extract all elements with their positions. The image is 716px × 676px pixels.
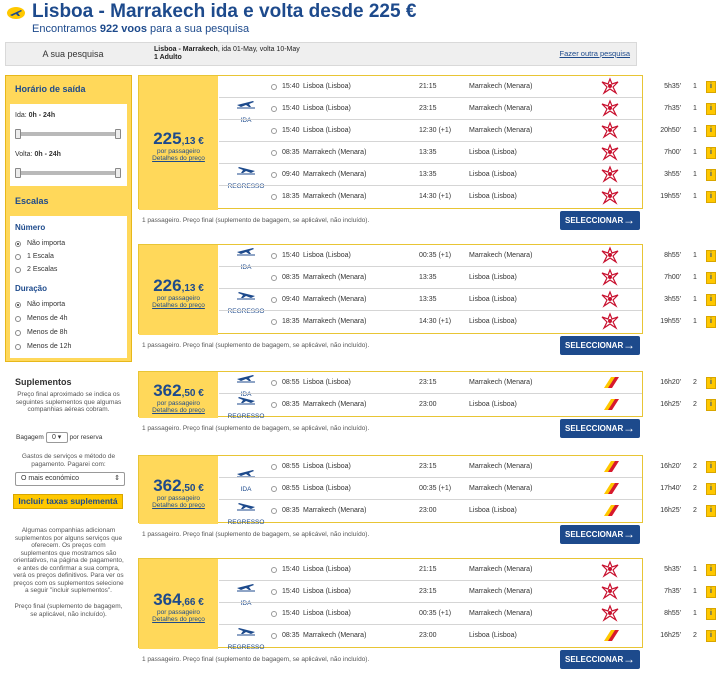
flight-duration: 7h00' [664,274,681,281]
departure-time: 08:35 [282,274,300,281]
stops-title: Escalas [15,196,49,206]
flight-select-radio[interactable] [271,106,277,112]
flight-duration: 16h25' [660,401,681,408]
card-footer [138,650,643,670]
stops-box [10,216,127,358]
arrival-time: 23:15 [419,588,437,595]
destination-airport: Marrakech (Menara) [469,463,533,470]
stops-count: 2 [693,401,697,408]
departure-time: 15:40 [282,105,300,112]
flight-select-radio[interactable] [271,402,277,408]
stops-count: 1 [693,318,697,325]
price-panel [139,245,218,335]
destination-airport: Lisboa (Lisboa) [469,274,517,281]
select-button[interactable]: SELECCIONAR → [560,419,640,438]
stops-count: 1 [693,252,697,259]
flight-duration: 8h55' [664,610,681,617]
flight-duration: 5h35' [664,566,681,573]
per-passenger-label: por passageiro [157,495,200,502]
royal-air-maroc-logo [599,144,621,161]
info-icon[interactable]: i [706,191,716,203]
flight-option-card [138,558,712,651]
filter-panel [5,75,132,362]
return-direction: REGRESSO [218,290,274,318]
destination-airport: Lisboa (Lisboa) [469,632,517,639]
select-button[interactable]: SELECCIONAR → [560,336,640,355]
info-icon[interactable]: i [706,316,716,328]
royal-air-maroc-logo [599,583,621,600]
price-panel [139,76,218,210]
destination-airport: Marrakech (Menara) [469,588,533,595]
flight-row[interactable] [219,289,712,311]
price-panel [139,372,218,418]
arrow-right-icon: → [623,527,635,541]
flight-row[interactable] [219,456,712,478]
info-icon[interactable]: i [706,169,716,181]
flight-select-radio[interactable] [271,253,277,259]
royal-air-maroc-logo [599,269,621,286]
outbound-direction: IDA [218,468,274,496]
departure-time: 15:40 [282,588,300,595]
select-button[interactable]: SELECCIONAR → [560,211,640,230]
royal-air-maroc-logo [599,247,621,264]
baggage-row: Bagagem 0 ▾ por reserva [16,434,103,442]
stops-count: 1 [693,171,697,178]
arrival-time: 00:35 (+1) [419,252,452,259]
origin-airport: Marrakech (Menara) [303,507,367,514]
flight-select-radio[interactable] [271,172,277,178]
destination-airport: Marrakech (Menara) [469,485,533,492]
royal-air-maroc-logo [599,188,621,205]
payment-method-select[interactable]: O mais económico ⇕ [15,472,125,486]
card-footer [138,525,643,545]
iberia-logo [599,480,621,497]
origin-airport: Marrakech (Menara) [303,171,367,178]
flight-select-radio[interactable] [271,464,277,470]
destination-airport: Marrakech (Menara) [469,610,533,617]
origin-airport: Marrakech (Menara) [303,632,367,639]
arrival-time: 23:15 [419,379,437,386]
departure-time: 08:35 [282,507,300,514]
stops-count: 1 [693,566,697,573]
destination-airport: Lisboa (Lisboa) [469,149,517,156]
select-button[interactable]: SELECCIONAR → [560,525,640,544]
stops-count: 2 [693,379,697,386]
departure-time-title: Horário de saída [15,84,86,94]
arrival-time: 23:15 [419,105,437,112]
ida-slider-max-handle[interactable] [115,129,121,139]
info-icon[interactable]: i [706,81,716,93]
flight-select-radio[interactable] [271,486,277,492]
arrival-time: 21:15 [419,566,437,573]
flight-select-radio[interactable] [271,589,277,595]
flight-duration: 5h35' [664,83,681,90]
arrival-time: 23:15 [419,463,437,470]
stops-any-label: Não importa [27,240,66,247]
footnote: 1 passageiro. Preço final (suplemento de bagagem, se aplicável, não incluído). [142,531,370,538]
supplements-disclaimer: Algumas companhias adicionam suplementos por alguns serviços que oferecem. Os preços com suplementos que mostramos são orientativos, na página de pagamento, e antes de confirmar a sua compra, verá os preços definitivos. Para ver os preços com os suplementos selecione a seguir "incluir suplementos". [13,527,124,594]
plane-icon [6,6,26,20]
flight-row[interactable] [219,603,712,625]
stops-count: 1 [693,588,697,595]
stops-one-radio[interactable] [15,254,21,260]
price-amount: 225,13 € [153,129,204,148]
volta-time-slider[interactable] [15,168,121,178]
departure-time: 18:35 [282,193,300,200]
iberia-logo [599,627,621,644]
payment-text: Gastos de serviços e método de pagamento. Pagarei com: [21,453,116,468]
flight-duration: 16h20' [660,379,681,386]
flight-duration: 17h40' [660,485,681,492]
card-footer [138,336,643,356]
duration-8h-label: Menos de 8h [27,329,68,336]
origin-airport: Marrakech (Menara) [303,193,367,200]
info-icon[interactable]: i [706,399,716,411]
origin-airport: Lisboa (Lisboa) [303,566,351,573]
iberia-logo [599,502,621,519]
price-amount: 364,66 € [153,590,204,609]
flight-row[interactable] [219,559,712,581]
flight-duration: 7h35' [664,588,681,595]
flight-duration: 19h55' [660,193,681,200]
page-header [0,0,655,40]
info-icon[interactable]: i [706,630,716,642]
origin-airport: Marrakech (Menara) [303,274,367,281]
origin-airport: Lisboa (Lisboa) [303,83,351,90]
departure-time: 08:55 [282,463,300,470]
volta-slider-max-handle[interactable] [115,168,121,178]
flight-row[interactable] [219,186,712,208]
stops-count: 1 [693,83,697,90]
info-icon[interactable]: i [706,608,716,620]
stops-count: 1 [693,296,697,303]
origin-airport: Lisboa (Lisboa) [303,252,351,259]
outbound-direction: IDA [218,373,274,401]
flight-row[interactable] [219,164,712,186]
info-icon[interactable]: i [706,586,716,598]
ida-time-slider[interactable] [15,129,121,139]
duration-4h-radio[interactable] [15,316,21,322]
destination-airport: Lisboa (Lisboa) [469,507,517,514]
destination-airport: Lisboa (Lisboa) [469,296,517,303]
departure-time: 15:40 [282,566,300,573]
arrival-time: 23:00 [419,401,437,408]
destination-airport: Marrakech (Menara) [469,83,533,90]
departure-time: 09:40 [282,296,300,303]
info-icon[interactable]: i [706,294,716,306]
duration-12h-label: Menos de 12h [27,343,72,350]
stops-two-radio[interactable] [15,267,21,273]
origin-airport: Lisboa (Lisboa) [303,610,351,617]
info-icon[interactable]: i [706,147,716,159]
destination-airport: Marrakech (Menara) [469,252,533,259]
origin-airport: Marrakech (Menara) [303,318,367,325]
departure-time: 08:35 [282,401,300,408]
departure-time: 18:35 [282,318,300,325]
destination-airport: Lisboa (Lisboa) [469,318,517,325]
duration-any-label: Não importa [27,301,66,308]
departure-time: 08:35 [282,632,300,639]
origin-airport: Lisboa (Lisboa) [303,379,351,386]
iberia-logo [599,458,621,475]
departure-time-box [10,104,127,186]
flight-select-radio[interactable] [271,611,277,617]
origin-airport: Lisboa (Lisboa) [303,463,351,470]
flight-select-radio[interactable] [271,150,277,156]
flight-duration: 7h00' [664,149,681,156]
arrival-time: 00:35 (+1) [419,485,452,492]
price-details-link[interactable]: Detalhes do preço [152,155,205,162]
card-footer [138,419,643,439]
stops-any-radio[interactable] [15,241,21,247]
stops-count: 2 [693,463,697,470]
volta-slider-min-handle[interactable] [15,168,21,178]
royal-air-maroc-logo [599,166,621,183]
flight-row[interactable] [219,76,712,98]
arrival-time: 23:00 [419,632,437,639]
flight-select-radio[interactable] [271,380,277,386]
destination-airport: Marrakech (Menara) [469,566,533,573]
return-direction: REGRESSO [218,165,274,193]
flight-row[interactable] [219,500,712,522]
flight-duration: 16h25' [660,507,681,514]
info-icon[interactable]: i [706,103,716,115]
per-passenger-label: por passageiro [157,295,200,302]
flight-option-card [138,371,712,420]
iberia-logo [599,396,621,413]
info-icon[interactable]: i [706,272,716,284]
arrow-right-icon: → [623,338,635,352]
stops-count: 2 [693,507,697,514]
royal-air-maroc-logo [599,122,621,139]
info-icon[interactable]: i [706,461,716,473]
departure-time: 15:40 [282,127,300,134]
arrival-time: 13:35 [419,274,437,281]
flight-select-radio[interactable] [271,275,277,281]
royal-air-maroc-logo [599,561,621,578]
ida-range-label: Ida: 0h - 24h [15,112,56,119]
price-final-note: Preço final (suplemento de bagagem, se aplicável, não incluído). [14,603,123,618]
arrival-time: 13:35 [419,149,437,156]
destination-airport: Marrakech (Menara) [469,105,533,112]
stop-count-title: Número [15,223,46,232]
flight-duration: 16h20' [660,463,681,470]
departure-time: 09:40 [282,171,300,178]
search-route: Lisboa - Marrakech, ida 01-May, volta 10-May 1 Adulto [154,46,300,61]
chevron-down-icon: ⇕ [114,475,120,482]
supplements-title: Suplementos [15,377,72,387]
duration-12h-radio[interactable] [15,344,21,350]
include-supplements-button[interactable]: Incluir taxas suplementá [13,494,123,509]
arrow-right-icon: → [623,213,635,227]
origin-airport: Lisboa (Lisboa) [303,127,351,134]
arrival-time: 12:30 (+1) [419,127,452,134]
price-details-link[interactable]: Detalhes do preço [152,302,205,309]
arrival-time: 23:00 [419,507,437,514]
origin-airport: Lisboa (Lisboa) [303,485,351,492]
duration-4h-label: Menos de 4h [27,315,68,322]
arrival-time: 14:30 (+1) [419,193,452,200]
stops-count: 1 [693,610,697,617]
flight-duration: 20h50' [660,127,681,134]
flight-select-radio[interactable] [271,297,277,303]
search-label: A sua pesquisa [42,49,104,59]
flight-row[interactable] [219,267,712,289]
departure-time: 15:40 [282,610,300,617]
footnote: 1 passageiro. Preço final (suplemento de bagagem, se aplicável, não incluído). [142,217,370,224]
stops-two-label: 2 Escalas [27,266,58,273]
footnote: 1 passageiro. Preço final (suplemento de bagagem, se aplicável, não incluído). [142,342,370,349]
flight-duration: 3h55' [664,171,681,178]
flight-duration: 16h25' [660,632,681,639]
price-amount: 226,13 € [153,276,204,295]
flight-select-radio[interactable] [271,194,277,200]
arrow-right-icon: → [623,652,635,666]
card-footer [138,211,643,231]
destination-airport: Lisboa (Lisboa) [469,171,517,178]
info-icon[interactable]: i [706,505,716,517]
outbound-direction: IDA [218,99,274,127]
departure-time: 15:40 [282,83,300,90]
flight-row[interactable] [219,581,712,603]
price-details-link[interactable]: Detalhes do preço [152,616,205,623]
flight-duration: 7h35' [664,105,681,112]
origin-airport: Marrakech (Menara) [303,296,367,303]
departure-time: 08:55 [282,379,300,386]
flight-select-radio[interactable] [271,319,277,325]
select-button[interactable]: SELECCIONAR → [560,650,640,669]
origin-airport: Marrakech (Menara) [303,401,367,408]
stops-count: 1 [693,127,697,134]
origin-airport: Lisboa (Lisboa) [303,105,351,112]
per-passenger-label: por passageiro [157,148,200,155]
flight-option-card [138,244,712,334]
info-icon[interactable]: i [706,564,716,576]
flight-row[interactable] [219,98,712,120]
flight-duration: 3h55' [664,296,681,303]
origin-airport: Lisboa (Lisboa) [303,588,351,595]
flight-option-card [138,75,712,209]
arrival-time: 21:15 [419,83,437,90]
duration-title: Duração [15,284,48,293]
iberia-logo [599,374,621,391]
outbound-direction: IDA [218,582,274,610]
flight-duration: 19h55' [660,318,681,325]
results-summary: Encontramos 922 voos para a sua pesquisa [32,23,250,35]
destination-airport: Marrakech (Menara) [469,379,533,386]
duration-8h-radio[interactable] [15,330,21,336]
per-passenger-label: por passageiro [157,609,200,616]
royal-air-maroc-logo [599,100,621,117]
arrival-time: 13:35 [419,296,437,303]
flight-row[interactable] [219,120,712,142]
price-details-link[interactable]: Detalhes do preço [152,502,205,509]
flight-row[interactable] [219,311,712,333]
volta-range-label: Volta: 0h - 24h [15,151,61,158]
royal-air-maroc-logo [599,78,621,95]
stops-count: 1 [693,193,697,200]
arrival-time: 00:35 (+1) [419,610,452,617]
footnote: 1 passageiro. Preço final (suplemento de bagagem, se aplicável, não incluído). [142,656,370,663]
info-icon[interactable]: i [706,250,716,262]
royal-air-maroc-logo [599,605,621,622]
departure-time: 08:55 [282,485,300,492]
footnote: 1 passageiro. Preço final (suplemento de bagagem, se aplicável, não incluído). [142,425,370,432]
supplements-intro: Preço final aproximado se indica os seguintes suplementos que algumas companhias aéreas cobram. [15,391,122,413]
price-amount: 362,50 € [153,476,204,495]
ida-slider-min-handle[interactable] [15,129,21,139]
flight-select-radio[interactable] [271,567,277,573]
outbound-direction: IDA [218,246,274,274]
stops-count: 2 [693,632,697,639]
per-passenger-label: por passageiro [157,400,200,407]
departure-time: 08:35 [282,149,300,156]
info-icon[interactable]: i [706,483,716,495]
origin-airport: Marrakech (Menara) [303,149,367,156]
baggage-stepper[interactable]: 0 ▾ [46,432,68,443]
destination-airport: Lisboa (Lisboa) [469,193,517,200]
flight-row[interactable] [219,142,712,164]
flight-row[interactable] [219,625,712,647]
flight-row[interactable] [219,245,712,267]
flight-select-radio[interactable] [271,633,277,639]
price-details-link[interactable]: Detalhes do preço [152,407,205,414]
page-title: Lisboa - Marrakech ida e volta desde 225 € [32,1,417,22]
flight-select-radio[interactable] [271,84,277,90]
flight-select-radio[interactable] [271,128,277,134]
new-search-link[interactable]: Fazer outra pesquisa [559,49,630,58]
return-direction: REGRESSO [218,395,274,423]
stops-one-label: 1 Escala [27,253,54,260]
destination-airport: Lisboa (Lisboa) [469,401,517,408]
price-panel [139,559,218,649]
arrival-time: 13:35 [419,171,437,178]
royal-air-maroc-logo [599,291,621,308]
royal-air-maroc-logo [599,313,621,330]
info-icon[interactable]: i [706,125,716,137]
price-panel [139,456,218,524]
flight-row[interactable] [219,478,712,500]
arrow-right-icon: → [623,421,635,435]
search-summary-bar [5,42,637,66]
stops-count: 1 [693,149,697,156]
return-direction: REGRESSO [218,626,274,654]
flight-row[interactable] [219,372,712,394]
flight-option-card [138,455,712,526]
destination-airport: Marrakech (Menara) [469,127,533,134]
info-icon[interactable]: i [706,377,716,389]
flight-duration: 8h55' [664,252,681,259]
stops-count: 1 [693,105,697,112]
flight-row[interactable] [219,394,712,416]
arrival-time: 14:30 (+1) [419,318,452,325]
departure-time: 15:40 [282,252,300,259]
price-amount: 362,50 € [153,381,204,400]
duration-any-radio[interactable] [15,302,21,308]
stops-count: 2 [693,485,697,492]
return-direction: REGRESSO [218,501,274,529]
flight-select-radio[interactable] [271,508,277,514]
stops-count: 1 [693,274,697,281]
